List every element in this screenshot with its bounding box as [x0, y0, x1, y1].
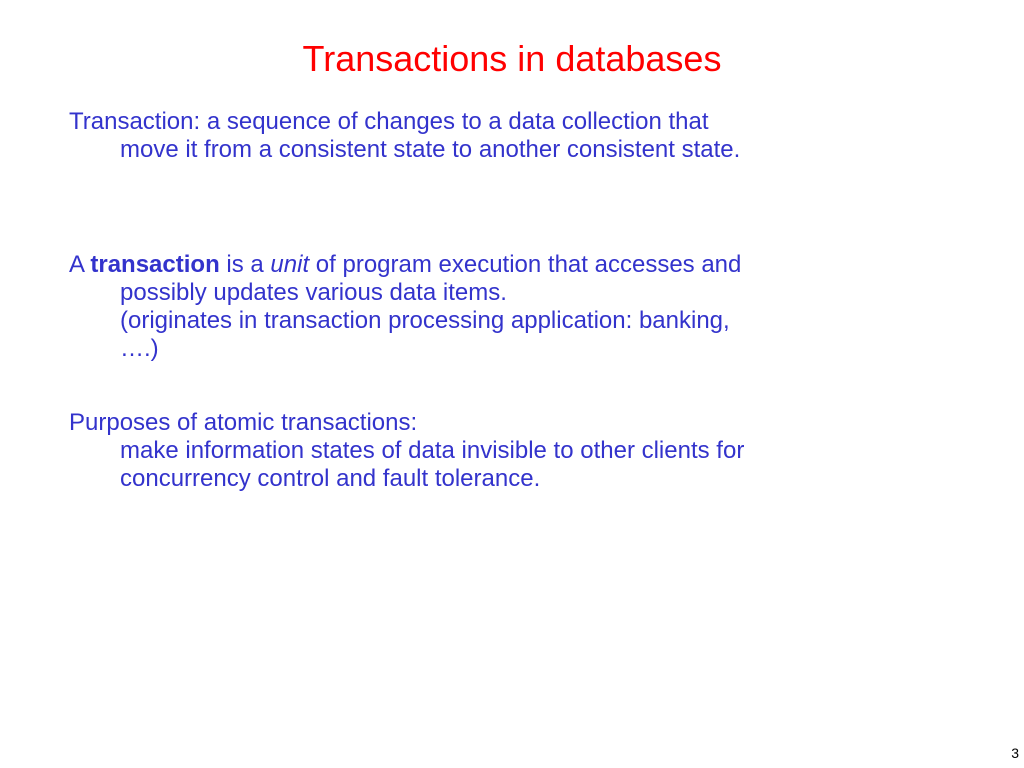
bold-term-transaction: transaction [90, 251, 220, 278]
middle-text: is a [219, 251, 271, 278]
transaction-definition [69, 108, 740, 164]
atomic-purposes-paragraph [69, 409, 744, 493]
transaction-unit-line-2: possibly updates various data items. [120, 279, 507, 306]
transaction-unit-line-3: (originates in transaction processing application: banking, [120, 307, 730, 334]
italic-term-unit: unit [270, 251, 310, 278]
transaction-unit-paragraph [69, 251, 741, 363]
transaction-definition-line-2: move it from a consistent state to another consistent state. [120, 136, 741, 163]
atomic-purposes-line-1: Purposes of atomic transactions: [69, 409, 418, 436]
slide-title: Transactions in databases [302, 38, 722, 79]
transaction-unit-line-4: ….) [120, 335, 159, 362]
atomic-purposes-line-2: make information states of data invisible to other clients for [120, 437, 745, 464]
page-number: 3 [1011, 745, 1019, 761]
transaction-unit-line-1 [69, 251, 741, 279]
suffix-text: of program execution that accesses and [309, 251, 742, 278]
atomic-purposes-line-3: concurrency control and fault tolerance. [120, 465, 541, 492]
prefix-text: A [69, 251, 91, 278]
transaction-definition-line-1: Transaction: a sequence of changes to a data collection that [69, 108, 709, 135]
